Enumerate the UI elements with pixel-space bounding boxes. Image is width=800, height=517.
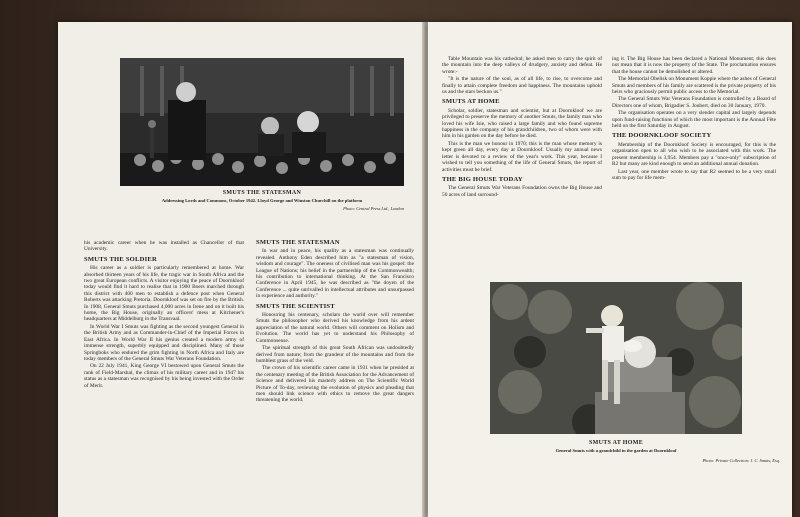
paragraph: The crown of his scientific career came in 1931 when he presided at the centenary meeting of the British Association for the Advancement of Science and delivered his masterly address on The Scientific World Picture of To-day, reviewing the evolution of physics and pleading that men should link science with ethics to remove the great dangers threatening the world. (256, 365, 414, 404)
right-page-column-2 (612, 56, 776, 274)
smuts-at-home-photo-caption: General Smuts with a grandchild in the garden at Doornkloof (555, 448, 677, 453)
heading-doornkloof-society: THE DOORNKLOOF SOCIETY (612, 132, 712, 140)
quotation: "It is the nature of the soul, as of all life, to rise, to overcome and finally to attain complete freedom and happiness. The mountains uphold us and the stars beckon us." (442, 76, 602, 96)
left-page-column-2 (256, 240, 414, 510)
statesman-photo (120, 58, 404, 186)
paragraph: The organisation operates on a very slender capital and largely depends upon fund-raising functions of which the most important is the Annual Fête held on the first Saturday in August. (612, 110, 776, 130)
paragraph: The spiritual strength of this great South African was undoubtedly derived from nature; from the grandeur of the mountains and from the humblest grass of the veld. (256, 345, 414, 364)
paragraph: The Memorial Obelisk on Monument Koppie where the ashes of General Smuts and members of his family are scattered is the private property of his heirs who graciously permit public access to the Memorial. (612, 76, 776, 96)
heading-smuts-the-soldier: SMUTS THE SOLDIER (84, 255, 157, 263)
paragraph: Membership of the Doornkloof Society is encouraged, for this is the organisation open to all who wish to be associated with this work. The present membership is 3,954. Members pay a "once-only" subscription of R2 but many are kind enough to send an additional annual donation. (612, 141, 776, 168)
paragraph: ing it. The Big House has been declared a National Monument; this does not mean that it is now the property of the State. The proclamation ensures that the house cannot be demolished or altered. (612, 56, 776, 75)
right-page-column-1 (442, 56, 602, 274)
smuts-at-home-photo-caption-title: SMUTS AT HOME (588, 440, 644, 446)
right-page (428, 22, 792, 517)
smuts-at-home-photo (490, 282, 742, 434)
paragraph: On 22 July 1941, King George VI bestowed upon General Smuts the rank of Field-Marshal, the climax of his military career and in 1947 his status as a statesman was recognised by his being invested with the Order of Merit. (84, 363, 244, 389)
paragraph: In World War I Smuts was fighting as the second youngest General in the British Army and as Commander-in-Chief of the Imperial Forces in East Africa. In World War II his genius created a modern army of immense strength, superbly equipped and disciplined. Many of those Springboks who endured the grim fighting in North Africa and Italy are today members of the General Smuts War Veterans Foundation. (84, 323, 244, 362)
heading-smuts-at-home: SMUTS AT HOME (442, 98, 500, 106)
paragraph: Table Mountain was his cathedral; he asked men to carry the spirit of the mountain into the deep valleys of drudgery, anxiety and defeat. He wrote:- (442, 56, 602, 75)
smuts-at-home-photo-credit: Photo: Private Collection: J. C. Smuts, Esq. (702, 458, 780, 463)
heading-smuts-the-scientist: SMUTS THE SCIENTIST (256, 302, 335, 310)
left-page-column-1 (84, 240, 244, 510)
paragraph: The General Smuts War Veterans Foundation owns the Big House and 50 acres of land surround- (442, 185, 602, 198)
paragraph: Honouring his centenary, scholars the world over will remember Smuts the philosopher who derived his knowledge from his ardent appreciation of the natural world. Others will comment on Holism and Evolution. The world has yet to understand his Philosophy of Commonsense. (256, 312, 414, 344)
heading-smuts-the-statesman: SMUTS THE STATESMAN (256, 240, 340, 246)
statesman-photo-credit: Photo: Central Press Ltd., London (343, 206, 404, 211)
statesman-photo-caption-title: SMUTS THE STATESMAN (222, 190, 302, 196)
paragraph: The General Smuts War Veterans Foundation is controlled by a Board of Directors one of whom, Brigadier S. Joubert, died on 30 January, 1970. (612, 96, 776, 109)
left-col1-intro: his academic career when he was installed as Chancellor of that University. (84, 240, 244, 253)
left-page (58, 22, 424, 517)
paragraph: Last year, one member wrote to say that R2 seemed to be a very small sum to pay for life mem- (612, 168, 776, 181)
heading-big-house-today: THE BIG HOUSE TODAY (442, 175, 523, 183)
paragraph: This is the man we honour in 1970; this is the man whose memory is kept green all day, every day at Doornkloof. Usually my annual news letter is devoted to a review of the year's work. This year, because I wished to tell you something of the life of General Smuts, the report of activities must be brief. (442, 140, 602, 173)
paragraph: His career as a soldier is particularly remembered at home. War absorbed thirteen years of his life, the tragic war in South Africa and the two great European conflicts. A visitor enjoying the peace of Doornkloof today would find it hard to realise that in 1900 Boers marched through this district with 400 men to establish a defence post when General Roberts was attacking Pretoria. Doornkloof was set on fire by the British. In 1908, General Smuts purchased 4,000 acres in Irene and on it built his home, the Big House, originally an officers' mess at Kitchener's headquarters at Middelburg in the Transvaal. (84, 265, 244, 323)
statesman-photo-caption: Addressing Lords and Commons, October 1942. Lloyd George and Winston Churchill on the platform (161, 198, 363, 203)
paragraph: Scholar, soldier, statesman and scientist, but at Doornkloof we are privileged to preserve the memory of another Smuts, the family man who loved his wife Isie, who raised a large family and who found supreme happiness in the company of his grandchildren, two of whom were with him in his garden on the day before he died. (442, 107, 602, 140)
paragraph: In war and in peace, his quality as a statesman was continually revealed. Anthony Eden described him as "a statesman of vision, wisdom and courage". The oneness of civilised man was his gospel: the League of Nations; his belief in the partnership of the Commonwealth; his contribution to international thinking. At the San Francisco Conference in April 1945, he was described as "the doyen of the Conference ... quite unrivalled in intellectual attributes and unsurpassed in experience and authority." (256, 248, 414, 300)
